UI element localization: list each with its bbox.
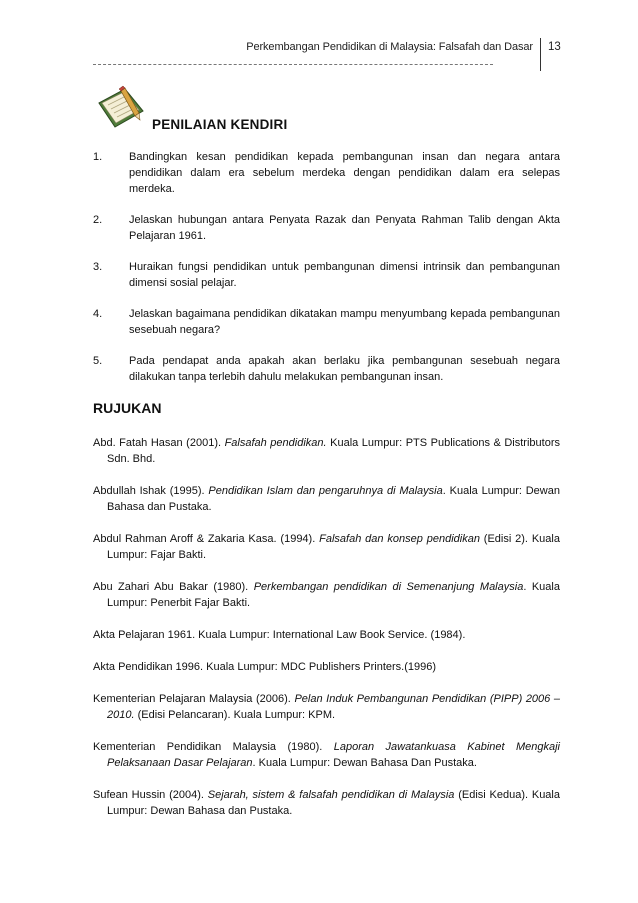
question-list bbox=[93, 149, 560, 400]
question-text: Jelaskan hubungan antara Penyata Razak dan Penyata Rahman Talib dengan Akta Pelajaran 1961. bbox=[129, 214, 560, 242]
header-rule bbox=[93, 64, 493, 65]
reference-text: Kementerian Pendidikan Malaysia (1980). bbox=[93, 741, 334, 753]
reference-text: Abd. Fatah Hasan (2001). bbox=[93, 437, 225, 449]
reference-entry bbox=[93, 691, 560, 723]
question-text: Jelaskan bagaimana pendidikan dikatakan mampu menyumbang kepada pembangunan sesebuah negara? bbox=[129, 308, 560, 336]
reference-entry bbox=[93, 627, 560, 643]
header-divider bbox=[540, 38, 541, 71]
question-text: Bandingkan kesan pendidikan kepada pembangunan insan dan negara antara pendidikan dalam era sebelum merdeka dengan pendidikan dalam era selepas merdeka. bbox=[129, 151, 560, 195]
reference-text: Abdullah Ishak (1995). bbox=[93, 485, 209, 497]
question-item bbox=[93, 306, 560, 338]
reference-title: Pendidikan Islam dan pengaruhnya di Malaysia bbox=[208, 485, 443, 497]
reference-publisher: . Kuala Lumpur: Dewan Bahasa dan Pustaka. bbox=[107, 485, 560, 513]
reference-title: Laporan Jawatankuasa Kabinet Mengkaji Pelaksanaan Dasar Pelajaran bbox=[107, 741, 560, 769]
reference-entry bbox=[93, 787, 560, 819]
question-number: 5. bbox=[93, 355, 103, 367]
question-number: 4. bbox=[93, 308, 103, 320]
question-number: 2. bbox=[93, 214, 103, 226]
reference-text: Sufean Hussin (2004). bbox=[93, 789, 208, 801]
reference-entry bbox=[93, 435, 560, 467]
reference-publisher: (Edisi 2). Kuala Lumpur: Fajar Bakti. bbox=[107, 533, 560, 561]
page-number: 13 bbox=[548, 41, 561, 53]
question-text: Huraikan fungsi pendidikan untuk pembangunan dimensi intrinsik dan pembangunan dimensi sosial pelajar. bbox=[129, 261, 560, 289]
reference-publisher: . Kuala Lumpur: Dewan Bahasa Dan Pustaka. bbox=[252, 757, 477, 769]
reference-title: Falsafah dan konsep pendidikan bbox=[319, 533, 480, 545]
reference-title: Sejarah, sistem & falsafah pendidikan di Malaysia bbox=[207, 789, 455, 801]
reference-list bbox=[93, 435, 560, 835]
reference-entry bbox=[93, 579, 560, 611]
reference-text: Akta Pelajaran 1961. Kuala Lumpur: International Law Book Service. (1984). bbox=[93, 629, 466, 641]
reference-text: Abdul Rahman Aroff & Zakaria Kasa. (1994). bbox=[93, 533, 320, 545]
reference-publisher: (Edisi Pelancaran). Kuala Lumpur: KPM. bbox=[134, 709, 336, 721]
reference-entry bbox=[93, 531, 560, 563]
reference-entry bbox=[93, 483, 560, 515]
reference-title: Pelan Induk Pembangunan Pendidikan (PIPP) 2006 – 2010. bbox=[107, 693, 560, 721]
self-assessment-heading: PENILAIAN KENDIRI bbox=[152, 117, 288, 132]
reference-text: Abu Zahari Abu Bakar (1980). bbox=[93, 581, 254, 593]
question-number: 3. bbox=[93, 261, 103, 273]
question-item bbox=[93, 149, 560, 197]
reference-entry bbox=[93, 739, 560, 771]
question-item bbox=[93, 259, 560, 291]
reference-publisher: Kuala Lumpur: PTS Publications & Distributors Sdn. Bhd. bbox=[107, 437, 560, 465]
reference-entry bbox=[93, 659, 560, 675]
question-item bbox=[93, 212, 560, 244]
reference-title: Falsafah pendidikan. bbox=[224, 437, 327, 449]
question-item bbox=[93, 353, 560, 385]
reference-publisher: . Kuala Lumpur: Penerbit Fajar Bakti. bbox=[107, 581, 560, 609]
reference-publisher: (Edisi Kedua). Kuala Lumpur: Dewan Bahasa dan Pustaka. bbox=[107, 789, 560, 817]
references-heading: RUJUKAN bbox=[93, 400, 162, 416]
reference-title: Perkembangan pendidikan di Semenanjung Malaysia bbox=[253, 581, 524, 593]
question-number: 1. bbox=[93, 151, 103, 163]
reference-text: Kementerian Pelajaran Malaysia (2006). bbox=[93, 693, 295, 705]
reference-text: Akta Pendidikan 1996. Kuala Lumpur: MDC Publishers Printers.(1996) bbox=[93, 661, 437, 673]
question-text: Pada pendapat anda apakah akan berlaku jika pembangunan sesebuah negara dilakukan tanpa terlebih dahulu melakukan pembangunan insan. bbox=[129, 355, 560, 383]
notepad-pencil-icon bbox=[95, 85, 147, 131]
running-title: Perkembangan Pendidikan di Malaysia: Falsafah dan Dasar bbox=[246, 41, 533, 53]
